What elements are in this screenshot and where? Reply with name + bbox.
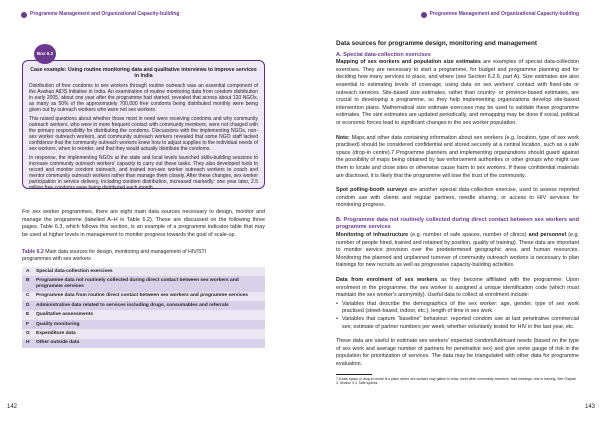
row-key: B bbox=[26, 278, 30, 284]
table-row bbox=[22, 339, 265, 348]
text: are examples of special data-collection exercises. They are necessary to start a programme, for budget and programme planning and for deciding how many services to place, and where (see Section 6.2.6, part A). Size estimates are also essential to estimating levels of coverage, using data on sex workers' contact with fixed-site or outreach services. Site-based size estimates, rather than country- or province-based estimates, are crucial to developing a programme, so they help implementing organizations develop site-based intervention plans. Mathematical size estimate exercises may be used to validate these programme estimates. The size estimates are updated periodically, and remapping may be done if social, political or economic forces lead to significant changes in the sex worker population. bbox=[336, 59, 580, 126]
row-value: Special data-collection exercises bbox=[36, 268, 113, 274]
box-title: Case example: Using routine monitoring data and qualitative interviews to improve services in India bbox=[30, 67, 257, 80]
row-value: Programme data not routinely collected during direct contact between sex workers and programme services bbox=[36, 278, 239, 289]
intro-paragraph: For sex worker programmes, there are eight main data sources necessary to design, monitor and manage the programme (labelled A–H in Table 6.2). These are discussed on the following three pages. Table 6.3, which follows this section, is an example of a programme indicator table that may be used at higher levels in management to monitor progress towards the goal of scale-up. bbox=[22, 209, 265, 238]
footnote bbox=[336, 374, 579, 385]
closing-paragraph: These data are useful to estimate sex workers' expected condom/lubricant needs (based on the type of sex work and average number of partners for penetrative sex) and give some gauge of risk in the population for prioritization of services. The data may be triangulated with other data for programme evaluation. bbox=[336, 338, 579, 367]
chapter-bullet-icon bbox=[421, 12, 427, 18]
running-header bbox=[21, 11, 179, 19]
text: as they become affiliated with the programme: Upon enrolment in the programme, the sex worker is assigned a unique identification code (which must maintain the sex worker's anonymity). Useful data to collect at enrolment include: bbox=[336, 277, 579, 299]
running-header bbox=[421, 11, 579, 19]
text: Maps and other data containing information about sex workers (e.g. location, type of sex work practised) should be considered confidential and stored securely at a central location, such as a safe space (drop-in centre).7 Programme planners and implementing organizations should guard against the possibility of maps being obtained by law enforcement authorities or other groups who might use them to locate and close sites or otherwise cause harm to sex workers. If these confidential materials are disclosed, it is likely that the programme will lose the trust of the community. bbox=[336, 134, 579, 179]
table-caption bbox=[22, 249, 232, 263]
running-header-text: Programme Management and Organizational Capacity-building bbox=[30, 11, 180, 17]
bold-lead: Note: bbox=[336, 134, 350, 141]
table-row bbox=[22, 267, 265, 276]
row-key: F bbox=[26, 321, 29, 327]
table-row bbox=[22, 301, 265, 310]
bold-lead: Monitoring of infrastructure bbox=[336, 232, 409, 239]
table-row bbox=[22, 276, 265, 291]
row-value: Other outside data bbox=[36, 340, 80, 346]
row-value: Quality monitoring bbox=[36, 321, 80, 327]
row-key: H bbox=[26, 340, 30, 346]
data-sources-table bbox=[22, 267, 265, 348]
row-value: Administrative data related to services including drugs, consumables and referrals bbox=[36, 302, 229, 308]
infrastructure-paragraph bbox=[336, 232, 579, 270]
case-example-box bbox=[22, 60, 265, 192]
text: are another special data-collection exercise, used to assess reported condom use with clients and regular partners, needle sharing, or access to HIV services for monitoring progress. bbox=[336, 187, 579, 209]
row-key: E bbox=[26, 312, 30, 318]
bold-lead: Data from enrolment of sex workers bbox=[336, 277, 438, 284]
bullet-item: • Variables that describe the demographics of the sex worker: age, gender, type of sex work practised (street-based, indoor, etc.), length of time in sex work. bbox=[336, 301, 579, 316]
table-label: Table 6.2 bbox=[22, 249, 44, 255]
table-row bbox=[22, 329, 265, 338]
row-value: Programme data from routine direct contact between sex workers and programme services bbox=[36, 293, 249, 299]
box-paragraph: Distribution of free condoms to sex workers through routine outreach was an essential component of the Avahan AIDS Initiative in India. An examination of routine monitoring data from condom distribution in early 2005, about one year after the programme had started, revealed that across about 120 NGOs, as many as 50% of the approximately 700,000 free condoms being distributed monthly were being given out by outreach workers who were not sex workers. bbox=[29, 82, 258, 114]
row-value: Qualitative assessments bbox=[36, 312, 94, 318]
table-row bbox=[22, 310, 265, 319]
box-label: Box 6.2 bbox=[34, 44, 56, 64]
row-key: G bbox=[26, 330, 30, 336]
bold-lead: Mapping of sex workers and population size estimates bbox=[336, 59, 481, 66]
table-row bbox=[22, 320, 265, 329]
enrolment-paragraph bbox=[336, 277, 579, 300]
bold-lead: and personnel bbox=[528, 232, 567, 239]
subsection-b-heading: B. Programme data not routinely collected during direct contact between sex workers and programme services bbox=[336, 216, 579, 231]
row-key: A bbox=[26, 268, 30, 274]
row-key: C bbox=[26, 293, 30, 299]
box-paragraph: This raised questions about whether those most in need were receiving condoms and why community outreach workers, who were in more frequent contact with community members, were not charged with the primary responsibility for distributing the condoms. Discussions with the implementing NGOs, non-sex worker outreach workers, and community outreach workers revealed that some NGO staff lacked confidence that the community outreach workers knew how to adjust supplies to the individual needs of sex workers, when to reorder, and that they would actually distribute the condoms. bbox=[29, 115, 258, 153]
row-value: Expenditure data bbox=[36, 330, 76, 336]
text: (e.g. number of people hired, trained and retained by position, quality of training). These data are important to monitor service provision over the predetermined geographic area, and human resources. Monitoring the planned and unplanned turnover of community outreach workers is necessary to plan trainings for new recruits as well as progressive capacity-building activities. bbox=[336, 232, 579, 269]
bold-lead: Spot polling-booth surveys bbox=[336, 187, 408, 194]
footnote-rule bbox=[336, 374, 372, 375]
page-number: 143 bbox=[584, 404, 595, 410]
mapping-paragraph bbox=[336, 59, 579, 127]
spot-survey-paragraph bbox=[336, 187, 579, 210]
enrolment-bullets bbox=[336, 301, 579, 331]
footnote-text: 7 A safe space or drop-in centre is a place where sex workers may gather to relax, meet other community members, hold meetings, rest or training. See Chapter 3, Section 3.3, Safe spaces. bbox=[336, 377, 577, 386]
running-header-text: Programme Management and Organizational Capacity-building bbox=[429, 11, 579, 17]
row-key: D bbox=[26, 302, 30, 308]
section-title: Data sources for programme design, monitoring and management bbox=[336, 40, 537, 47]
table-caption-text: Main data sources for design, monitoring and management of HIV/STI programmes with sex workers bbox=[22, 249, 207, 262]
body-column bbox=[336, 40, 579, 376]
text: (e.g. number of safe spaces, number of clinics) bbox=[408, 232, 529, 239]
note-paragraph bbox=[336, 135, 579, 181]
right-page bbox=[300, 0, 600, 424]
subsection-a-heading: A. Special data-collection exercises bbox=[336, 51, 431, 58]
chapter-bullet-icon bbox=[21, 12, 27, 18]
box-paragraph: In response, the implementing NGOs at the state and local levels launched skills-building sessions to increase community outreach workers' capacity to carry out these tasks. They also developed tools to record and monitor condom outreach, and trained non-sex worker outreach workers to coach and mentor community outreach workers rather than manage them closely. After these changes, sex worker participation in service delivery, including condom distribution, increased markedly: one year later, 2.5 million free condoms were being distributed each month. bbox=[29, 154, 258, 192]
bullet-item: • Variables that capture “baseline” behaviour: reported condom use at last penetrative commercial sex; estimate of partner numbers per week; whether voluntarily tested for HIV in the last year, etc. bbox=[336, 316, 579, 331]
page-number: 142 bbox=[7, 404, 18, 410]
table-row bbox=[22, 292, 265, 301]
